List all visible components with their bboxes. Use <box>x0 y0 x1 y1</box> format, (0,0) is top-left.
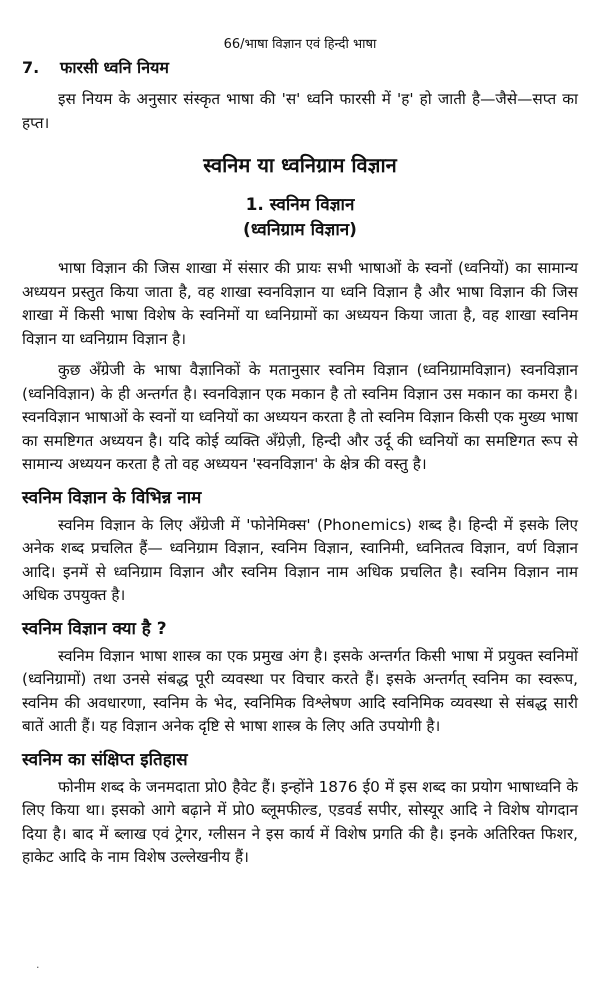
spacer <box>22 243 578 257</box>
subtitle-line-2: (ध्वनिग्राम विज्ञान) <box>243 220 357 240</box>
intro-paragraph-1: भाषा विज्ञान की जिस शाखा में संसार की प्रायः सभी भाषाओं के स्वनों (ध्वनियों) का सामान्य अध्ययन प्रस्तुत किया जाता है, वह शाखा स्वनविज्ञान या ध्वनि विज्ञान है और भाषा विज्ञान की जिस शाखा में किसी भाषा विशेष के स्वनिमों या ध्वनिग्रामों का अध्ययन किया जाता है, वह शाखा स्वनिम विज्ञान या ध्वनिग्राम विज्ञान है। <box>22 259 578 348</box>
section-7-text: इस नियम के अनुसार संस्कृत भाषा की 'स' ध्वनि फारसी में 'ह' हो जाती है—जैसे—सप्त का हप्त। <box>22 90 578 132</box>
section-heading-history: स्वनिम का संक्षिप्त इतिहास <box>22 749 188 770</box>
section-7-heading <box>22 56 578 78</box>
chapter-subtitle <box>22 193 578 243</box>
section-text-names: स्वनिम विज्ञान के लिए अँग्रेजी में 'फोनेमिक्स' (Phonemics) शब्द है। हिन्दी में इसके लिए अनेक शब्द प्रचलित हैं— ध्वनिग्राम विज्ञान, स्वनिम विज्ञान, स्वानिमी, ध्वनितत्व विज्ञान, वर्ण विज्ञान आदि। इनमें से ध्वनिग्राम विज्ञान और स्वनिम विज्ञान नाम अधिक प्रचलित है। स्वनिम विज्ञान नाम अधिक उपयुक्त है। <box>22 515 578 604</box>
running-header: 66/भाषा विज्ञान एवं हिन्दी भाषा <box>223 37 377 52</box>
section-7-title: फारसी ध्वनि नियम <box>60 58 169 77</box>
subtitle-line-1: 1. स्वनिम विज्ञान <box>245 195 355 215</box>
section-heading-names: स्वनिम विज्ञान के विभिन्न नाम <box>22 487 202 508</box>
section-text-what-is: स्वनिम विज्ञान भाषा शास्त्र का एक प्रमुख अंग है। इसके अन्तर्गत किसी भाषा में प्रयुक्त स्वनिमों (ध्वनिग्रामों) तथा उनसे संबद्ध पूरी व्यवस्था पर विचार करते हैं। इसके अन्तर्गत् स्वनिम का स्वरूप, स्वनिम की अवधारणा, स्वनिम के भेद, स्वनिमिक विश्लेषण आदि स्वनिमिक व्यवस्था से संबद्ध सारी बातें आती हैं। यह विज्ञान अनेक दृष्टि से भाषा शास्त्र के लिए अति उपयोगी है। <box>22 646 578 735</box>
section-7-number: 7. <box>22 58 40 77</box>
intro-paragraph-2: कुछ अँग्रेजी के भाषा वैज्ञानिकों के मतानुसार स्वनिम विज्ञान (ध्वनिग्रामविज्ञान) स्वनविज्ञान (ध्वनिविज्ञान) के ही अन्तर्गत है। स्वनविज्ञान एक मकान है तो स्वनिम विज्ञान उस मकान का कमरा है। स्वनविज्ञान भाषाओं के स्वनों या ध्वनियों का अध्ययन करता है तो स्वनिम विज्ञान किसी एक मुख्य भाषा का समष्टिगत अध्ययन है। यदि कोई व्यक्ति अँग्रेज़ी, हिन्दी और उर्दू की ध्वनियों का समष्टिगत रूप से सामान्य अध्ययन करता है तो वह अध्ययन 'स्वनविज्ञान' के क्षेत्र की वस्तु है। <box>22 361 579 473</box>
section-text-history: फोनीम शब्द के जनमदाता प्रो0 हैवेट हैं। इन्होंने 1876 ई0 में इस शब्द का प्रयोग भाषाध्वनि के लिए किया था। इसको आगे बढ़ाने में प्रो0 ब्लूमफील्ड, एडवर्ड सपीर, सोस्यूर आदि ने विशेष योगदान दिया है। बाद में ब्लाख एवं ट्रेगर, ग्लीसन ने इस कार्य में विशेष प्रगति की है। इनके अतिरिक्त फिशर, हाकेट आदि के नाम विशेष उल्लेखनीय हैं। <box>22 777 578 866</box>
chapter-title: स्वनिम या ध्वनिग्राम विज्ञान <box>203 153 397 177</box>
section-heading-what-is: स्वनिम विज्ञान क्या है ? <box>22 618 167 639</box>
page-footer-mark: . <box>36 958 40 971</box>
